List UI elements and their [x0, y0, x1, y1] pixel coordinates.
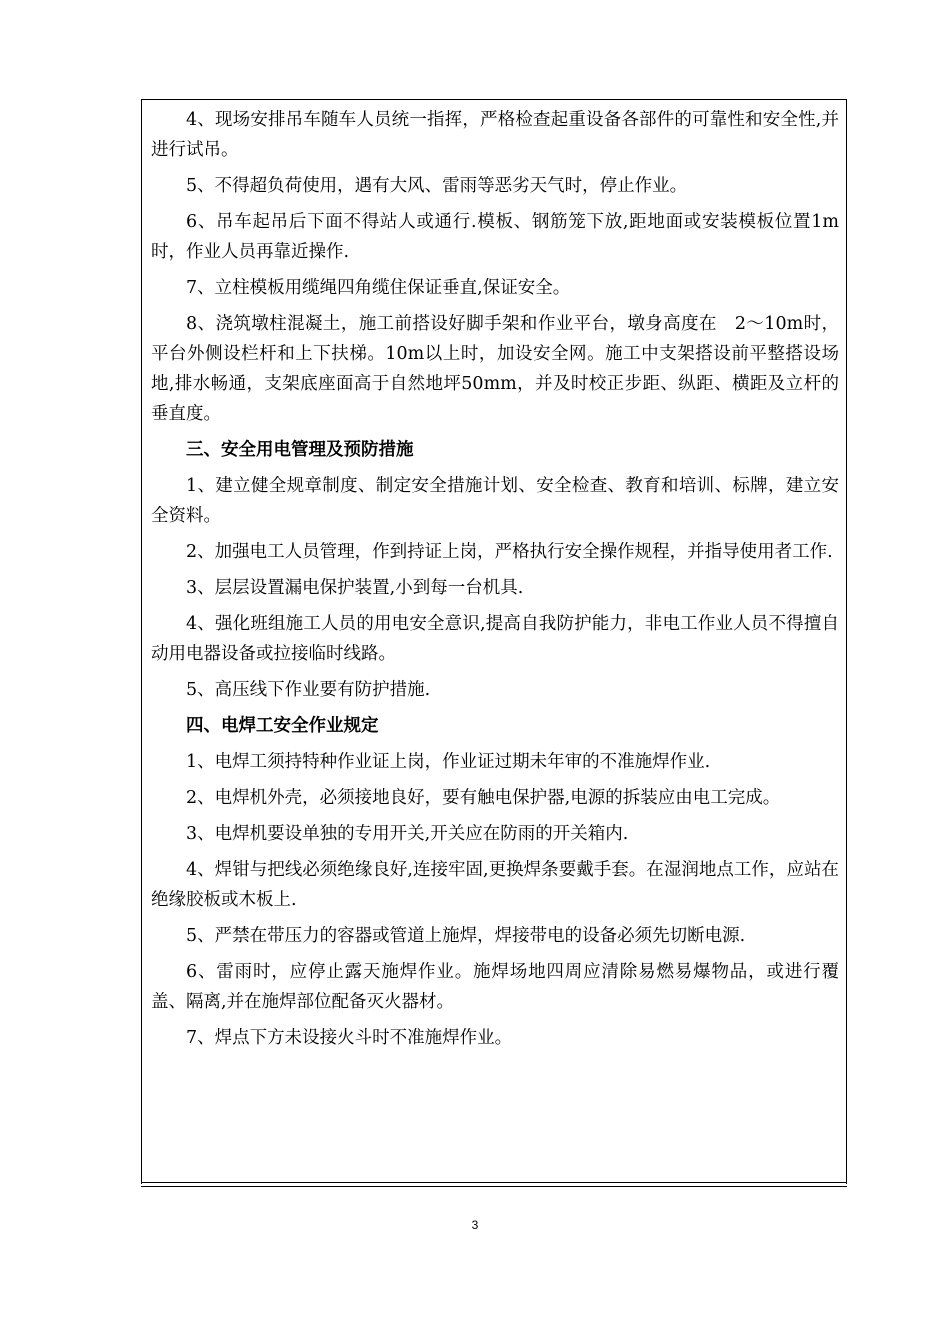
paragraph-welding-2: 2、电焊机外壳，必须接地良好，要有触电保护器,电源的拆装应由电工完成。: [186, 788, 781, 808]
paragraph-welding-6: 6、雷雨时，应停止露天施焊作业。施焊场地四周应清除易燃易爆物品，或进行覆盖、隔离,并在施焊部位配备灭火器材。: [151, 962, 839, 1012]
table-bottom-border: [141, 1182, 847, 1183]
paragraph-welding-3: 3、电焊机要设单独的专用开关,开关应在防雨的开关箱内.: [186, 824, 629, 844]
paragraph-welding-5: 5、严禁在带压力的容器或管道上施焊，焊接带电的设备必须先切断电源.: [186, 926, 746, 946]
paragraph-crane-8: 8、浇筑墩柱混凝土，施工前搭设好脚手架和作业平台，墩身高度在 2～10m时，平台外侧设栏杆和上下扶梯。10m以上时，加设安全网。施工中支架搭设前平整搭设场地,排水畅通，支架底座面高于自然地坪50mm，并及时校正步距、纵距、横距及立杆的垂直度。: [151, 314, 839, 424]
paragraph-electric-1: 1、建立健全规章制度、制定安全措施计划、安全检查、教育和培训、标牌，建立安全资料。: [151, 476, 839, 526]
section-heading-electric: 三、安全用电管理及预防措施: [186, 440, 414, 460]
paragraph-welding-1: 1、电焊工须持特种作业证上岗，作业证过期未年审的不准施焊作业.: [186, 752, 711, 772]
document-body: [151, 105, 839, 1053]
paragraph-welding-7: 7、焊点下方未设接火斗时不准施焊作业。: [186, 1028, 513, 1048]
section-heading-welding: 四、电焊工安全作业规定: [186, 716, 379, 736]
paragraph-crane-7: 7、立柱模板用缆绳四角缆住保证垂直,保证安全。: [186, 278, 571, 298]
paragraph-electric-2: 2、加强电工人员管理，作到持证上岗，严格执行安全操作规程，并指导使用者工作.: [186, 542, 833, 562]
paragraph-crane-5: 5、不得超负荷使用，遇有大风、雷雨等恶劣天气时，停止作业。: [186, 176, 688, 196]
page-number: 3: [471, 1218, 479, 1232]
paragraph-welding-4: 4、焊钳与把线必须绝缘良好,连接牢固,更换焊条要戴手套。在湿润地点工作，应站在绝缘胶板或木板上.: [151, 860, 839, 910]
paragraph-electric-3: 3、层层设置漏电保护装置,小到每一台机具.: [186, 578, 524, 598]
paragraph-electric-5: 5、高压线下作业要有防护措施.: [186, 680, 431, 700]
paragraph-crane-4: 4、现场安排吊车随车人员统一指挥，严格检查起重设备各部件的可靠性和安全性,并进行试吊。: [151, 110, 839, 160]
table-bottom-border-double: [141, 1186, 847, 1187]
paragraph-crane-6: 6、吊车起吊后下面不得站人或通行.模板、钢筋笼下放,距地面或安装模板位置1m时，作业人员再靠近操作.: [151, 212, 839, 262]
paragraph-electric-4: 4、强化班组施工人员的用电安全意识,提高自我防护能力，非电工作业人员不得擅自动用电器设备或拉接临时线路。: [151, 614, 839, 664]
